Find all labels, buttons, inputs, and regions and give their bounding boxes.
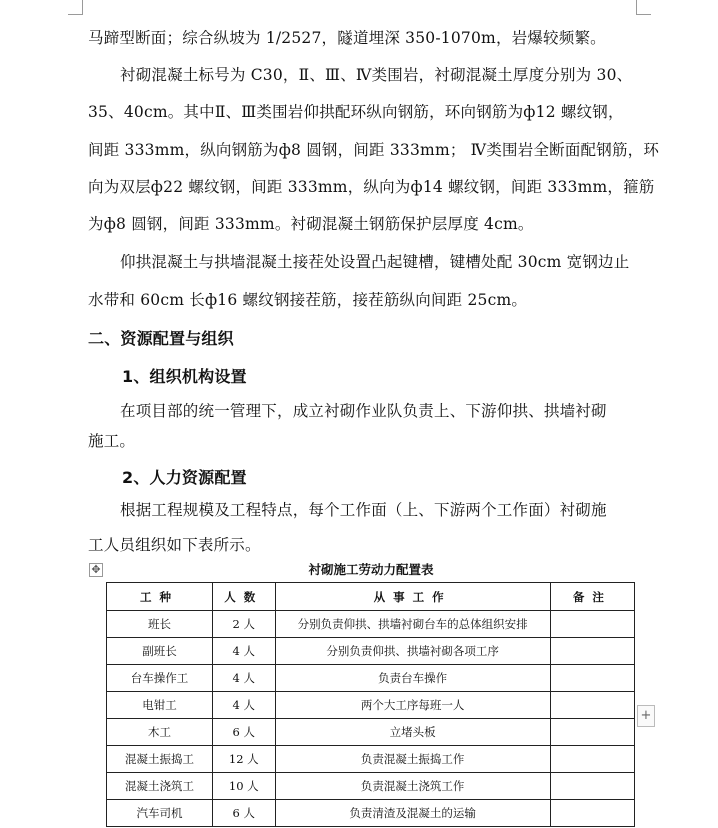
table-cell <box>550 611 634 638</box>
table-cell: 4 人 <box>213 692 276 719</box>
table-cell: 汽车司机 <box>107 800 213 827</box>
table-cell: 12 人 <box>213 746 276 773</box>
page-corner-mark-right <box>636 0 651 15</box>
paragraph-line: 为ф8 圆钢，间距 333mm。衬砌混凝土钢筋保护层厚度 4cm。 <box>88 215 534 233</box>
header-cell: 从事工作 <box>275 583 550 611</box>
table-header-row <box>107 583 635 611</box>
table-cell: 负责混凝土振捣工作 <box>275 746 550 773</box>
paragraph-line: 水带和 60cm 长ф16 螺纹钢接茬筋，接茬筋纵向间距 25cm。 <box>88 291 528 309</box>
table-cell: 电钳工 <box>107 692 213 719</box>
subsection-heading: 1、组织机构设置 <box>122 367 247 386</box>
paragraph-line: 在项目部的统一管理下，成立衬砌作业队负责上、下游仰拱、拱墙衬砌 <box>120 402 607 420</box>
table-row <box>107 773 635 800</box>
table-cell: 10 人 <box>213 773 276 800</box>
table-row <box>107 638 635 665</box>
table-title: 衬砌施工劳动力配置表 <box>308 562 434 577</box>
table-cell: 木工 <box>107 719 213 746</box>
table-cell: 2 人 <box>213 611 276 638</box>
table-cell <box>550 638 634 665</box>
table-cell: 分别负责仰拱、拱墙衬砌各项工序 <box>275 638 550 665</box>
table-cell: 立堵头板 <box>275 719 550 746</box>
paragraph-line: 仰拱混凝土与拱墙混凝土接茬处设置凸起键槽，键槽处配 30cm 宽钢边止 <box>120 253 630 271</box>
table-cell: 混凝土振捣工 <box>107 746 213 773</box>
table-cell: 负责清渣及混凝土的运输 <box>275 800 550 827</box>
table-cell: 两个大工序每班一人 <box>275 692 550 719</box>
table-cell: 6 人 <box>213 800 276 827</box>
header-cell: 备注 <box>550 583 634 611</box>
paragraph-line: 衬砌混凝土标号为 C30，Ⅱ、Ⅲ、Ⅳ类围岩，衬砌混凝土厚度分别为 30、 <box>120 66 633 84</box>
header-cell: 工种 <box>107 583 213 611</box>
labor-allocation-table <box>106 582 635 827</box>
paragraph-line: 间距 333mm，纵向钢筋为ф8 圆钢，间距 333mm； Ⅳ类围岩全断面配钢筋，环 <box>88 141 660 159</box>
table-cell: 负责混凝土浇筑工作 <box>275 773 550 800</box>
paragraph-line: 施工。 <box>88 432 136 450</box>
table-row <box>107 746 635 773</box>
header-cell: 人数 <box>213 583 276 611</box>
table-cell: 4 人 <box>213 638 276 665</box>
add-column-icon[interactable]: + <box>637 705 655 727</box>
table-cell <box>550 746 634 773</box>
table-cell: 台车操作工 <box>107 665 213 692</box>
table-cell: 6 人 <box>213 719 276 746</box>
table-cell <box>550 773 634 800</box>
table-cell: 负责台车操作 <box>275 665 550 692</box>
paragraph-line: 向为双层ф22 螺纹钢，间距 333mm，纵向为ф14 螺纹钢，间距 333mm，箍筋 <box>88 178 655 196</box>
table-row <box>107 800 635 827</box>
paragraph-line: 根据工程规模及工程特点，每个工作面（上、下游两个工作面）衬砌施 <box>120 501 607 519</box>
table-cell <box>550 692 634 719</box>
table-row <box>107 665 635 692</box>
table-cell <box>550 665 634 692</box>
table-cell <box>550 719 634 746</box>
paragraph-line: 工人员组织如下表所示。 <box>88 536 261 554</box>
paragraph-line: 马蹄型断面；综合纵坡为 1/2527，隧道埋深 350-1070m，岩爆较频繁。 <box>88 29 606 47</box>
page-corner-mark-left <box>68 0 83 15</box>
table-cell: 混凝土浇筑工 <box>107 773 213 800</box>
subsection-heading: 2、人力资源配置 <box>122 468 247 487</box>
table-cell: 副班长 <box>107 638 213 665</box>
table-cell: 4 人 <box>213 665 276 692</box>
table-cell: 分别负责仰拱、拱墙衬砌台车的总体组织安排 <box>275 611 550 638</box>
table-row <box>107 719 635 746</box>
section-heading: 二、资源配置与组织 <box>88 329 234 348</box>
table-cell <box>550 800 634 827</box>
table-row <box>107 692 635 719</box>
move-handle-icon[interactable]: ✥ <box>89 563 103 577</box>
paragraph-line: 35、40cm。其中Ⅱ、Ⅲ类围岩仰拱配环纵向钢筋，环向钢筋为ф12 螺纹钢， <box>88 103 624 121</box>
table-cell: 班长 <box>107 611 213 638</box>
table-row <box>107 611 635 638</box>
